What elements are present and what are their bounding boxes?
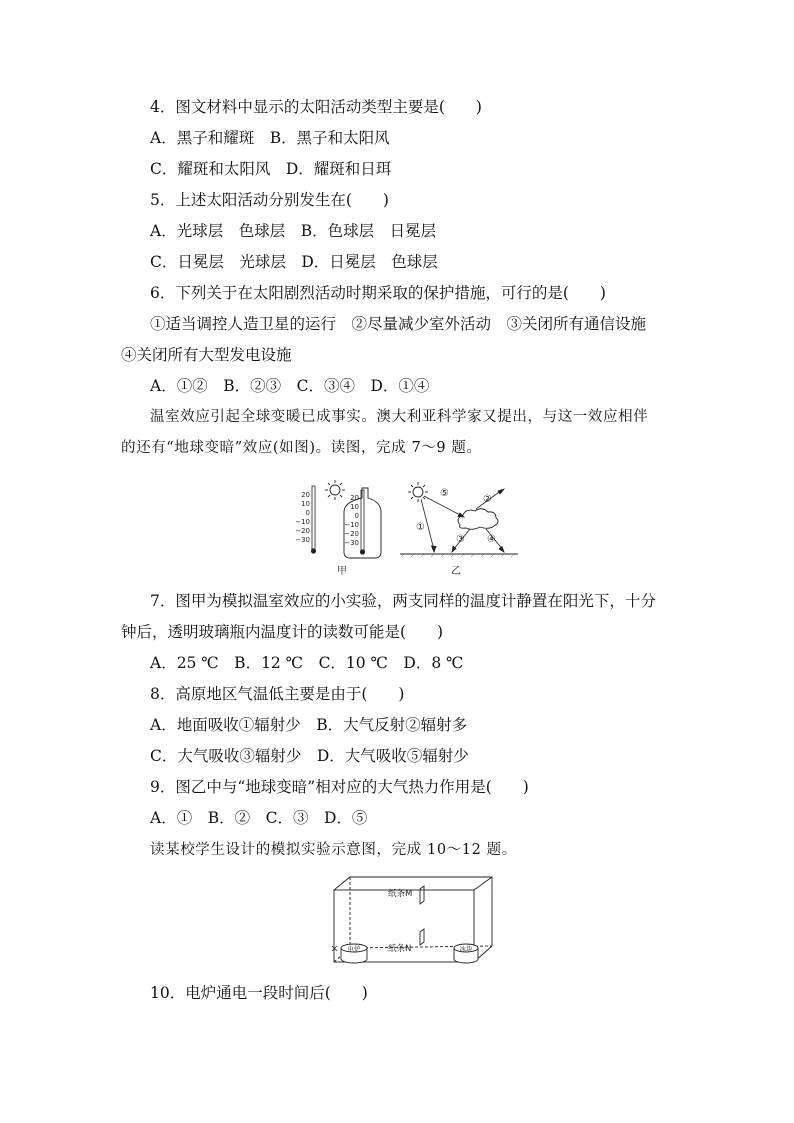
q4-options-cd: C．耀斑和太阳风 D．耀斑和日珥 xyxy=(150,160,392,178)
left-thermometer-tube xyxy=(312,486,315,549)
bottle-tick-label: 20 xyxy=(350,494,359,502)
intro-7-9-line1: 温室效应引起全球变暖已成事实。澳大利亚科学家又提出，与这一效应相伴 xyxy=(150,409,649,425)
q7-stem-line2: 钟后，透明玻璃瓶内温度计的读数可能是( ) xyxy=(121,623,444,641)
left-tick-label: 0 xyxy=(305,509,310,517)
figure-yi xyxy=(400,482,518,577)
q4-options-ab: A．黑子和耀斑 B．黑子和太阳风 xyxy=(150,129,390,147)
paper-strip-m xyxy=(420,886,424,904)
left-tick-label: 20 xyxy=(301,491,310,499)
q6-items-line1: ①适当调控人造卫星的运行 ②尽量减少室外活动 ③关闭所有通信设施 xyxy=(150,315,647,333)
marker-2: ② xyxy=(483,494,492,505)
bottle-thermometer-bulb xyxy=(360,549,365,554)
bottle-tick-label: −10 xyxy=(344,521,359,529)
intro-7-9-line2: 的还有“地球变暗”效应(如图)。读图，完成 7～9 题。 xyxy=(121,440,482,456)
q6-stem: 6．下列关于在太阳剧烈活动时期采取的保护措施，可行的是( ) xyxy=(150,284,606,302)
marker-4: ④ xyxy=(487,534,496,545)
ice-block xyxy=(454,944,478,963)
sun-icon xyxy=(408,482,428,502)
label-stove: 电炉 xyxy=(347,945,361,953)
left-tick-label: −30 xyxy=(295,536,310,544)
left-thermometer-scale xyxy=(295,491,310,544)
sun-icon xyxy=(325,480,345,500)
q10-stem: 10．电炉通电一段时间后( ) xyxy=(150,984,368,1002)
figure-greenhouse-dimming xyxy=(290,478,530,578)
label-paper-strip-m: 纸条M xyxy=(388,889,413,899)
cloud-icon xyxy=(458,509,498,530)
q5-options-cd: C．日冕层 光球层 D．日冕层 色球层 xyxy=(150,253,438,271)
q6-options: A．①② B．②③ C．③④ D．①④ xyxy=(150,377,430,395)
q9-stem: 9．图乙中与“地球变暗”相对应的大气热力作用是( ) xyxy=(150,778,529,796)
q5-options-ab: A．光球层 色球层 B．色球层 日冕层 xyxy=(150,222,437,240)
marker-5: ⑤ xyxy=(440,488,449,499)
intro-10-12: 读某校学生设计的模拟实验示意图，完成 10～12 题。 xyxy=(150,842,517,858)
q5-stem: 5．上述太阳活动分别发生在( ) xyxy=(150,191,389,209)
label-paper-strip-n: 纸条N xyxy=(388,944,412,954)
left-tick-label: 10 xyxy=(301,500,310,508)
bottle-tick-label: 0 xyxy=(354,512,359,520)
marker-1: ① xyxy=(416,522,425,533)
q7-options: A．25 ℃ B．12 ℃ C．10 ℃ D．8 ℃ xyxy=(150,654,464,672)
q4-stem: 4．图文材料中显示的太阳活动类型主要是( ) xyxy=(150,98,482,116)
left-tick-label: −20 xyxy=(295,527,310,535)
q7-stem-line1: 7．图甲为模拟温室效应的小实验，两支同样的温度计静置在阳光下，十分 xyxy=(150,592,656,610)
label-ice: 冰块 xyxy=(459,945,473,953)
bottle-tick-label: 10 xyxy=(350,503,359,511)
marker-3: ③ xyxy=(456,534,465,545)
bottle-thermometer-scale xyxy=(344,494,359,547)
label-jia: 甲 xyxy=(337,566,347,577)
figure-experiment-box xyxy=(330,872,500,972)
q8-options-cd: C．大气吸收③辐射少 D．大气吸收⑤辐射少 xyxy=(150,747,469,765)
bottle-tick-label: −20 xyxy=(344,530,359,538)
paper-strip-n xyxy=(420,929,424,945)
left-thermometer-bulb xyxy=(311,548,316,553)
figure-jia xyxy=(295,480,381,577)
q8-stem: 8．高原地区气温低主要是由于( ) xyxy=(150,685,405,703)
ground-hatch xyxy=(401,554,514,557)
electric-stove xyxy=(332,944,367,963)
bottle-thermometer-tube xyxy=(361,490,364,550)
label-yi: 乙 xyxy=(451,566,461,577)
q6-items-line2: ④关闭所有大型发电设施 xyxy=(121,346,292,364)
left-tick-label: −10 xyxy=(295,518,310,526)
q8-options-ab: A．地面吸收①辐射少 B．大气反射②辐射多 xyxy=(150,716,468,734)
q9-options: A．① B．② C．③ D．⑤ xyxy=(150,809,368,827)
bottle-tick-label: −30 xyxy=(344,539,359,547)
